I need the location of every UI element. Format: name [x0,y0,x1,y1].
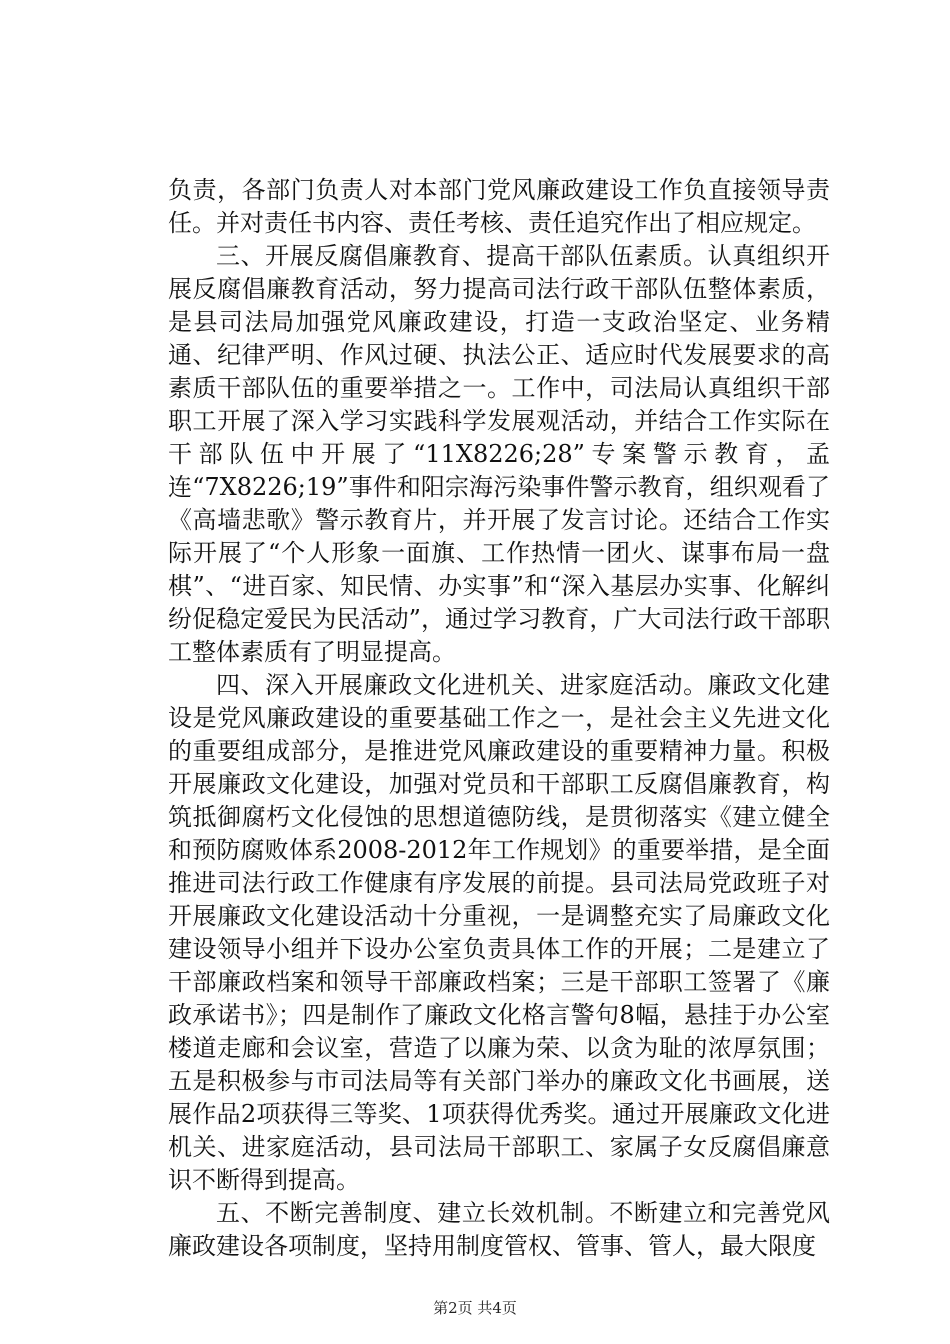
document-body [168,174,830,1263]
page-number-footer: 第2页 共4页 [433,1299,517,1317]
paragraph-continuation: 负责，各部门负责人对本部门党风廉政建设工作负直接领导责任。并对责任书内容、责任考核、责任追究作出了相应规定。 [168,176,830,237]
paragraph-section-3: 三、开展反腐倡廉教育、提高干部队伍素质。认真组织开展反腐倡廉教育活动，努力提高司法行政干部队伍整体素质，是县司法局加强党风廉政建设，打造一支政治坚定、业务精通、纪律严明、作风过硬、执法公正、适应时代发展要求的高素质干部队伍的重要举措之一。工作中，司法局认真组织干部职工开展了深入学习实践科学发展观活动，并结合工作实际在干部队伍中开展了“11X8226;28”专案警示教育，孟连“7X8226;19”事件和阳宗海污染事件警示教育，组织观看了《高墙悲歌》警示教育片，并开展了发言讨论。还结合工作实际开展了“个人形象一面旗、工作热情一团火、谋事布局一盘棋”、“进百家、知民情、办实事”和“深入基层办实事、化解纠纷促稳定爱民为民活动”，通过学习教育，广大司法行政干部职工整体素质有了明显提高。 [168,242,830,666]
paragraph-section-4: 四、深入开展廉政文化进机关、进家庭活动。廉政文化建设是党风廉政建设的重要基础工作之一，是社会主义先进文化的重要组成部分，是推进党风廉政建设的重要精神力量。积极开展廉政文化建设，加强对党员和干部职工反腐倡廉教育，构筑抵御腐朽文化侵蚀的思想道德防线，是贯彻落实《建立健全和预防腐败体系2008-2012年工作规划》的重要举措，是全面推进司法行政工作健康有序发展的前提。县司法局党政班子对开展廉政文化建设活动十分重视，一是调整充实了局廉政文化建设领导小组并下设办公室负责具体工作的开展；二是建立了干部廉政档案和领导干部廉政档案；三是干部职工签署了《廉政承诺书》；四是制作了廉政文化格言警句8幅，悬挂于办公室楼道走廊和会议室，营造了以廉为荣、以贪为耻的浓厚氛围；五是积极参与市司法局等有关部门举办的廉政文化书画展，送展作品2项获得三等奖、1项获得优秀奖。通过开展廉政文化进机关、进家庭活动，县司法局干部职工、家属子女反腐倡廉意识不断得到提高。 [168,671,830,1194]
paragraph-section-5: 五、不断完善制度、建立长效机制。不断建立和完善党风廉政建设各项制度，坚持用制度管权、管事、管人，最大限度 [168,1199,830,1260]
